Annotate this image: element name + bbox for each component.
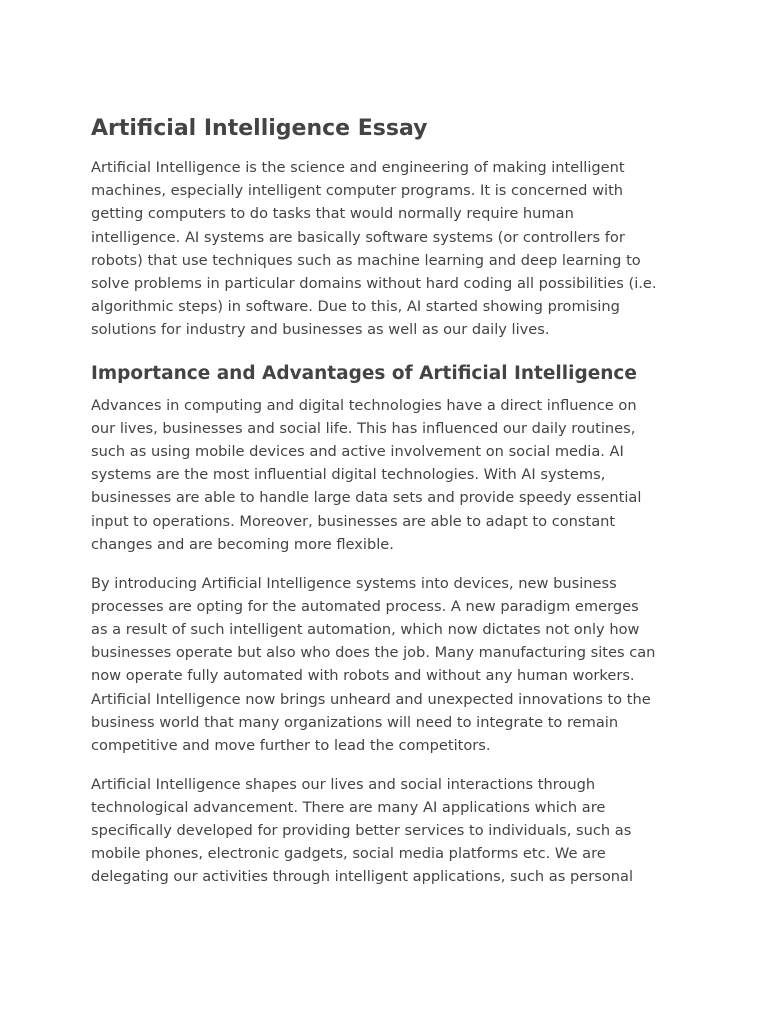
text-line: as a result of such intelligent automation, which now dictates not only how (91, 620, 640, 638)
text-line: competitive and move further to lead the competitors. (91, 736, 491, 754)
text-line: machines, especially intelligent computer programs. It is concerned with (91, 182, 624, 200)
text-line: delegating our activities through intelligent applications, such as personal (91, 868, 634, 886)
text-line: getting computers to do tasks that would normally require human (91, 205, 574, 223)
text-line: processes are opting for the automated process. A new paradigm emerges (91, 597, 639, 615)
text-line: such as using mobile devices and active involvement on social media. AI (91, 443, 624, 461)
text-line: By introducing Artificial Intelligence systems into devices, new business (91, 574, 617, 592)
document-page (91, 112, 687, 904)
text-line: technological advancement. There are many AI applications which are (91, 798, 606, 816)
text-line: business world that many organizations will need to integrate to remain (91, 713, 619, 731)
text-line: Artificial Intelligence now brings unheard and unexpected innovations to the (91, 690, 651, 708)
text-line: businesses are able to handle large data sets and provide speedy essential (91, 489, 642, 507)
text-line: businesses operate but also who does the job. Many manufacturing sites can (91, 644, 656, 662)
text-line: systems are the most influential digital technologies. With AI systems, (91, 466, 606, 484)
text-line: now operate fully automated with robots and without any human workers. (91, 667, 635, 685)
text-line: solve problems in particular domains without hard coding all possibilities (i.e. (91, 275, 657, 293)
body-paragraph-3 (91, 773, 687, 889)
text-line: our lives, businesses and social life. This has influenced our daily routines, (91, 419, 636, 437)
text-line: intelligence. AI systems are basically software systems (or controllers for (91, 228, 625, 246)
text-line: Artificial Intelligence shapes our lives and social interactions through (91, 775, 596, 793)
text-line: specifically developed for providing better services to individuals, such as (91, 822, 632, 840)
text-line: changes and are becoming more flexible. (91, 535, 394, 553)
text-line: mobile phones, electronic gadgets, social media platforms etc. We are (91, 845, 606, 863)
body-paragraph-2 (91, 572, 687, 758)
body-paragraph-1 (91, 394, 687, 556)
document-title: Artificial Intelligence Essay (91, 116, 428, 141)
text-line: Advances in computing and digital technologies have a direct influence on (91, 396, 637, 414)
text-line: input to operations. Moreover, businesses are able to adapt to constant (91, 512, 616, 530)
text-line: Artificial Intelligence is the science and engineering of making intelligent (91, 159, 625, 176)
text-line: robots) that use techniques such as machine learning and deep learning to (91, 251, 641, 269)
text-line: solutions for industry and businesses as well as our daily lives. (91, 321, 550, 339)
text-line: algorithmic steps) in software. Due to this, AI started showing promising (91, 298, 620, 316)
intro-paragraph (91, 156, 687, 342)
section-heading: Importance and Advantages of Artificial Intelligence (91, 362, 637, 384)
